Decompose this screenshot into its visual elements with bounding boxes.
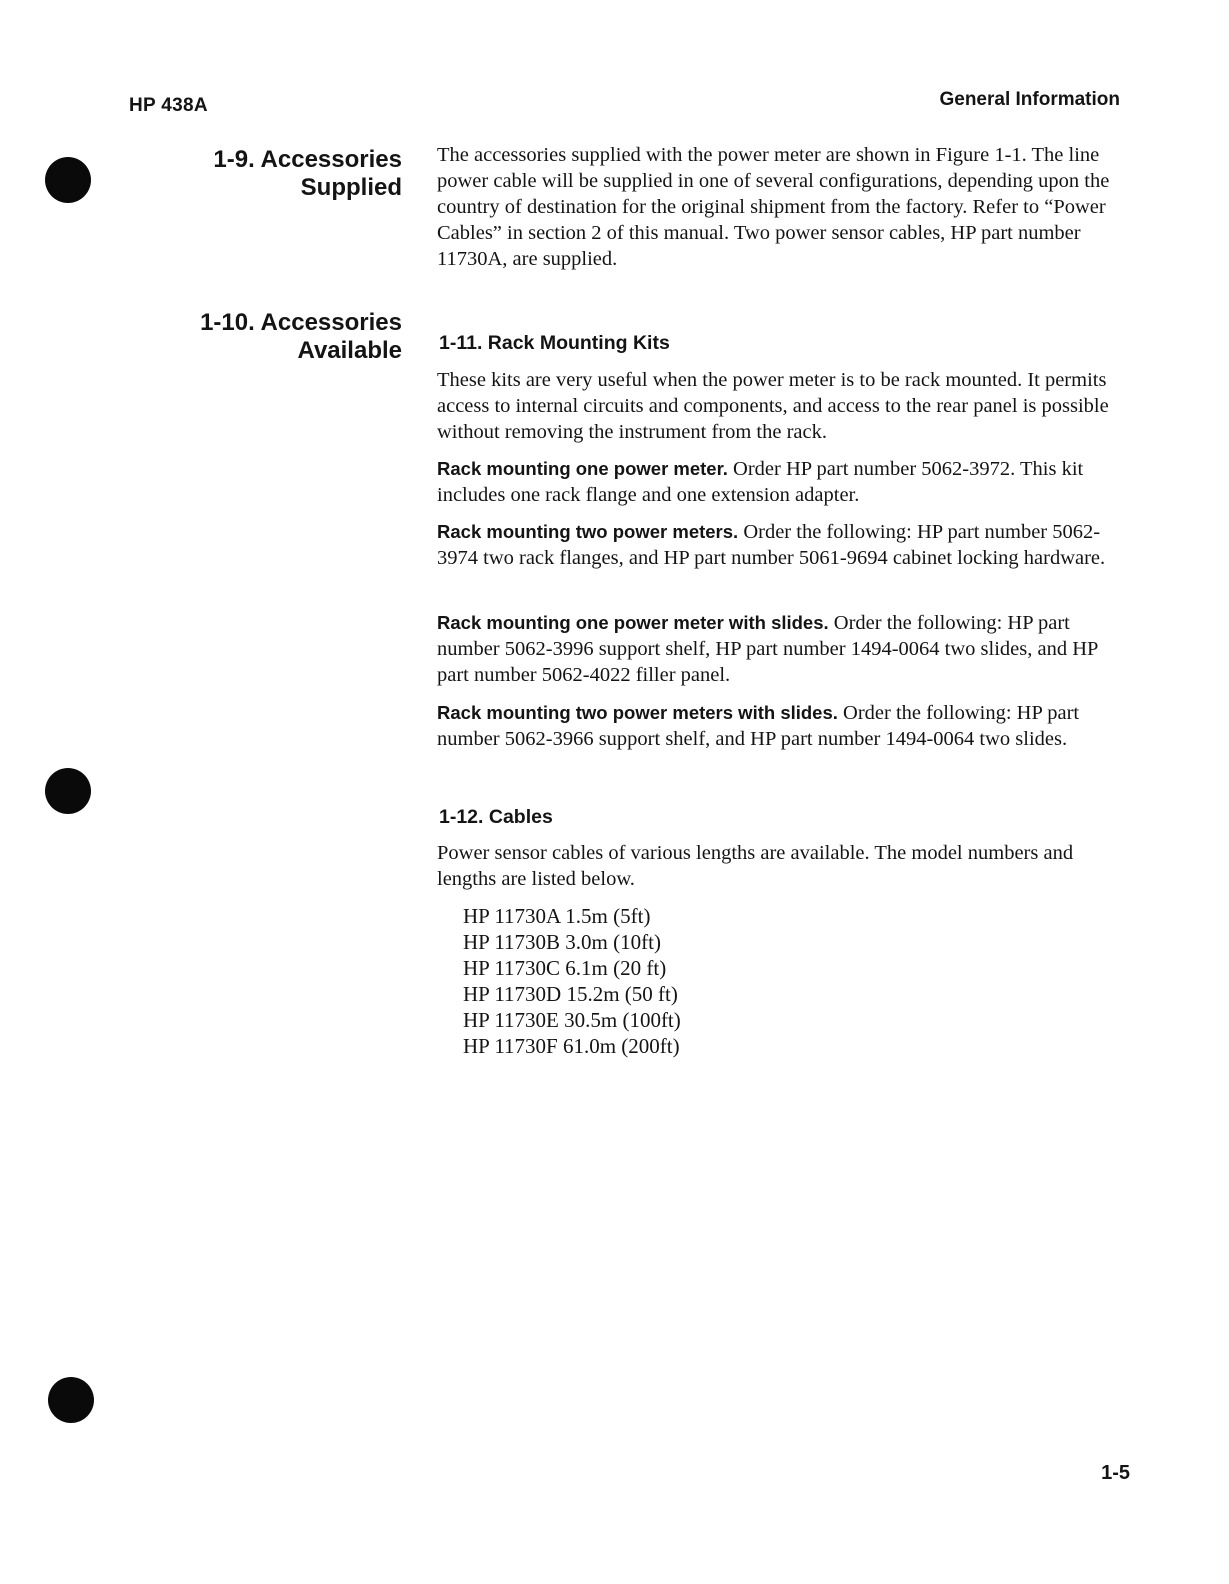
rack-kit-item-text: Order the following: HP part number 5062-3966 support shelf, and HP part number 1494-0064 two slides. — [437, 702, 1080, 750]
cable-list-item: HP 11730D 15.2m (50 ft) — [463, 982, 678, 1006]
punch-hole-top — [45, 157, 91, 203]
rack-kit-item-label: Rack mounting one power meter. — [437, 458, 728, 479]
cable-list-item: HP 11730B 3.0m (10ft) — [463, 930, 661, 954]
section-1-11-heading: 1-11. Rack Mounting Kits — [439, 332, 670, 354]
rack-kit-item-text: Order the following: HP part number 5062-3996 support shelf, HP part number 1494-0064 two slides, and HP part number 5062-4022 filler panel. — [437, 612, 1098, 686]
rack-kit-item — [437, 700, 1127, 752]
rack-kit-item-text: Order the following: HP part number 5062-3974 two rack flanges, and HP part number 5061-9694 cabinet locking hardware. — [437, 521, 1106, 569]
punch-hole-bottom — [48, 1377, 94, 1423]
cable-list-item: HP 11730F 61.0m (200ft) — [463, 1034, 680, 1058]
section-1-11-intro: These kits are very useful when the power meter is to be rack mounted. It permits access to internal circuits and components, and access to the rear panel is possible without removing the instrument from the rack. — [437, 369, 1109, 443]
page-number: 1-5 — [1101, 1462, 1130, 1484]
header-section-title: General Information — [939, 89, 1120, 110]
cable-list-item: HP 11730A 1.5m (5ft) — [463, 904, 651, 928]
rack-kit-item-label: Rack mounting two power meters. — [437, 521, 739, 542]
rack-kit-item-label: Rack mounting two power meters with slides. — [437, 702, 838, 723]
section-1-10-heading-line1: 1-10. Accessories — [200, 309, 402, 336]
section-1-9-body: The accessories supplied with the power meter are shown in Figure 1-1. The line power cable will be supplied in one of several configurations, depending upon the country of destination for the original shipment from the factory. Refer to “Power Cables” in section 2 of this manual. Two power sensor cables, HP part number 11730A, are supplied. — [437, 144, 1110, 270]
section-1-9-heading-line1: 1-9. Accessories — [213, 146, 402, 173]
rack-kit-item — [437, 519, 1127, 571]
rack-kit-item-label: Rack mounting one power meter with slides. — [437, 612, 829, 633]
section-1-9-heading-line2: Supplied — [300, 174, 402, 201]
rack-kit-item — [437, 456, 1127, 508]
section-1-9-heading — [160, 146, 402, 202]
section-1-12-heading: 1-12. Cables — [439, 806, 553, 828]
cable-list — [463, 903, 681, 1059]
section-1-10-heading-line2: Available — [297, 337, 402, 364]
rack-kit-item — [437, 610, 1127, 688]
rack-kit-item-text: Order HP part number 5062-3972. This kit includes one rack flange and one extension adapter. — [437, 458, 1084, 506]
section-1-10-heading — [160, 309, 402, 365]
header-model: HP 438A — [129, 95, 208, 116]
punch-hole-middle — [45, 768, 91, 814]
section-1-12-intro: Power sensor cables of various lengths are available. The model numbers and lengths are listed below. — [437, 842, 1074, 890]
cable-list-item: HP 11730E 30.5m (100ft) — [463, 1008, 681, 1032]
cable-list-item: HP 11730C 6.1m (20 ft) — [463, 956, 667, 980]
